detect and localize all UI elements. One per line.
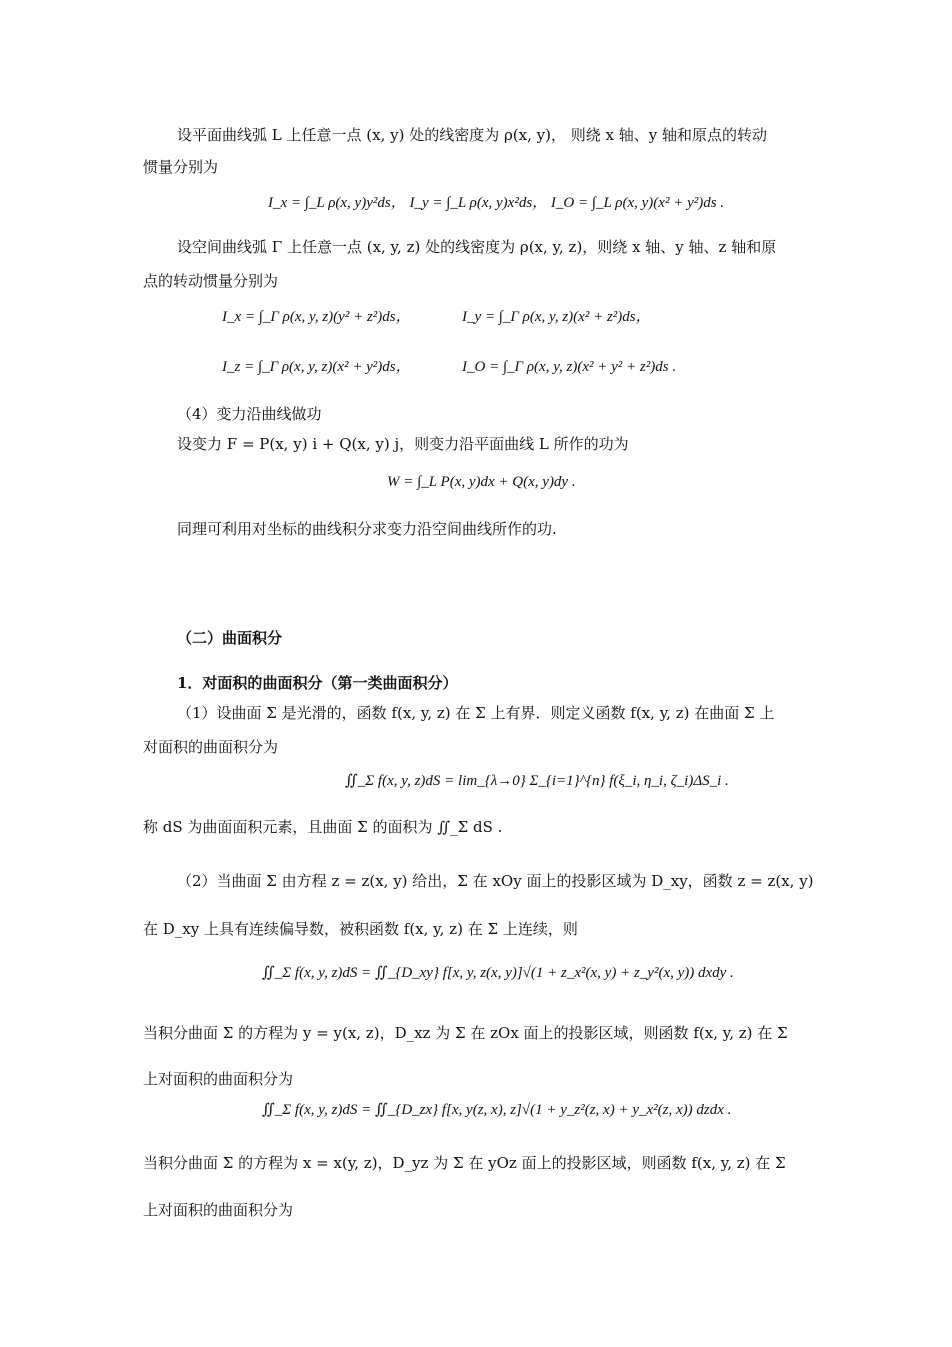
formula-projection-xy: ∬_Σ f(x, y, z)dS = ∬_{D_xy} f[x, y, z(x, y)]√(1 + z_x²(x, y) + z_y²(x, y)) dxdy . (262, 965, 734, 981)
text-line-10: （2）当曲面 Σ 由方程 z = z(x, y) 给出，Σ 在 xOy 面上的投影区域为 D_xy，函数 z = z(x, y) (177, 872, 814, 890)
text-line-15: 上对面积的曲面积分为 (143, 1201, 294, 1219)
text-line-9: 称 dS 为曲面面积元素，且曲面 Σ 的面积为 ∬_Σ dS . (143, 818, 503, 836)
subheading-work: （4）变力沿曲线做功 (177, 405, 322, 423)
formula-moment-origin-space: I_O = ∫_Γ ρ(x, y, z)(x² + y² + z²)ds . (462, 359, 677, 375)
text-line-5: 设变力 F = P(x, y) i + Q(x, y) j，则变力沿平面曲线 L 所作的功为 (177, 435, 629, 453)
formula-moment-x-space: I_x = ∫_Γ ρ(x, y, z)(y² + z²)ds， (222, 309, 411, 325)
text-line-4: 点的转动惯量分别为 (143, 272, 279, 290)
subsection-heading: 1．对面积的曲面积分（第一类曲面积分） (177, 674, 458, 692)
formula-work: W = ∫_L P(x, y)dx + Q(x, y)dy . (387, 474, 576, 490)
text-line-12: 当积分曲面 Σ 的方程为 y = y(x, z)，D_xz 为 Σ 在 zOx 面上的投影区域，则函数 f(x, y, z) 在 Σ (143, 1024, 788, 1042)
text-line-7: （1）设曲面 Σ 是光滑的，函数 f(x, y, z) 在 Σ 上有界．则定义函数 f(x, y, z) 在曲面 Σ 上 (177, 704, 775, 722)
formula-moment-y-space: I_y = ∫_Γ ρ(x, y, z)(x² + z²)ds， (462, 309, 651, 325)
formula-projection-zx: ∬_Σ f(x, y, z)dS = ∬_{D_zx} f[x, y(z, x), z]√(1 + y_z²(z, x) + y_x²(z, x)) dzdx . (262, 1102, 732, 1118)
text-line-1: 设平面曲线弧 L 上任意一点 (x, y) 处的线密度为 ρ(x, y)， 则绕 x 轴、y 轴和原点的转动 (177, 126, 767, 144)
text-line-6: 同理可利用对坐标的曲线积分求变力沿空间曲线所作的功. (177, 520, 557, 538)
formula-surface-integral-definition: ∬_Σ f(x, y, z)dS = lim_{λ→0} Σ_{i=1}^{n} f(ξ_i, η_i, ζ_i)ΔS_i . (345, 773, 729, 789)
text-line-14: 当积分曲面 Σ 的方程为 x = x(y, z)，D_yz 为 Σ 在 yOz 面上的投影区域，则函数 f(x, y, z) 在 Σ (143, 1154, 786, 1172)
text-line-11: 在 D_xy 上具有连续偏导数，被积函数 f(x, y, z) 在 Σ 上连续，则 (143, 920, 578, 938)
formula-moments-plane: I_x = ∫_L ρ(x, y)y²ds， I_y = ∫_L ρ(x, y)x²ds， I_O = ∫_L ρ(x, y)(x² + y²)ds . (268, 195, 725, 211)
text-line-8: 对面积的曲面积分为 (143, 738, 279, 756)
text-line-3: 设空间曲线弧 Γ 上任意一点 (x, y, z) 处的线密度为 ρ(x, y, z)，则绕 x 轴、y 轴、z 轴和原 (177, 238, 777, 256)
formula-moment-z-space: I_z = ∫_Γ ρ(x, y, z)(x² + y²)ds， (222, 359, 411, 375)
text-line-13: 上对面积的曲面积分为 (143, 1070, 294, 1088)
section-heading: （二）曲面积分 (177, 629, 283, 647)
text-line-2: 惯量分别为 (143, 158, 219, 176)
